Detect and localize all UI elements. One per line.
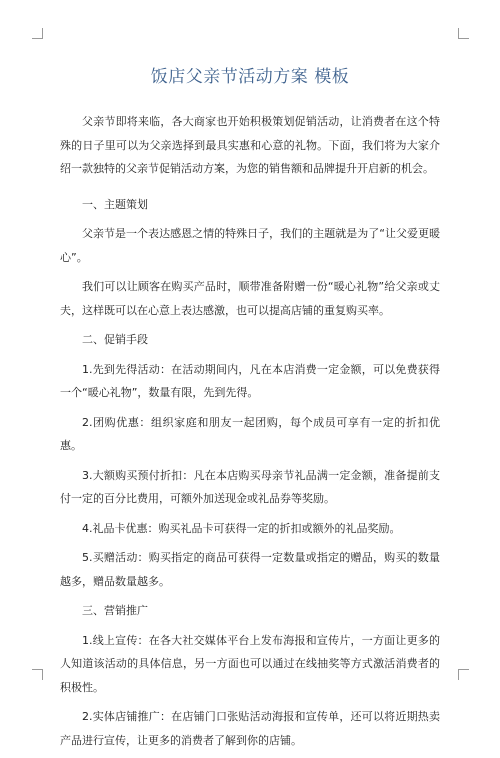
list-item: 1.先到先得活动：在活动期间内，凡在本店消费一定金额，可以免费获得一个“暖心礼物”，数量有限，先到先得。 (60, 362, 440, 399)
section-heading-marketing: 三、营销推广 (82, 604, 148, 617)
crop-mark-bottom-left (32, 669, 43, 680)
list-item: 2.团购优惠：组织家庭和朋友一起团购，每个成员可享有一定的折扣优惠。 (60, 415, 440, 452)
crop-mark-top-right (458, 28, 469, 39)
list-item: 1.线上宣传：在各大社交媒体平台上发布海报和宣传片，一方面让更多的人知道该活动的具体信息，另一方面也可以通过在线抽奖等方式激活消费者的积极性。 (60, 633, 440, 694)
paragraph-intro: 父亲节即将来临，各大商家也开始积极策划促销活动，让消费者在这个特殊的日子里可以为父亲选择到最具实惠和心意的礼物。下面，我们将为大家介绍一款独特的父亲节促销活动方案，为您的销售额和品牌提升开启新的机会。 (60, 115, 440, 175)
list-item: 5.买赠活动：购买指定的商品可获得一定数量或指定的赠品，购买的数量越多，赠品数量越多。 (60, 551, 440, 588)
crop-mark-top-left (32, 28, 43, 39)
crop-mark-bottom-right (458, 669, 469, 680)
list-item: 2.实体店铺推广：在店铺门口张贴活动海报和宣传单，还可以将近期热卖产品进行宣传，让更多的消费者了解到你的店铺。 (60, 710, 440, 747)
paragraph: 父亲节是一个表达感恩之情的特殊日子，我们的主题就是为了“让父爱更暖心”。 (60, 227, 440, 264)
document-body (60, 110, 440, 758)
document-title: 饭店父亲节活动方案 模板 (150, 67, 350, 87)
list-item: 3.大额购买预付折扣：凡在本店购买母亲节礼品满一定金额，准备提前支付一定的百分比费用，可额外加送现金或礼品券等奖励。 (60, 468, 440, 505)
section-heading-theme: 一、主题策划 (82, 197, 148, 211)
paragraph: 我们可以让顾客在购买产品时，顺带准备附赠一份“暖心礼物”给父亲或丈夫，这样既可以在心意上表达感激，也可以提高店铺的重复购买率。 (60, 280, 440, 317)
section-heading-promotion: 二、促销手段 (82, 333, 148, 346)
list-item: 4.礼品卡优惠：购买礼品卡可获得一定的折扣或额外的礼品奖励。 (82, 521, 401, 535)
